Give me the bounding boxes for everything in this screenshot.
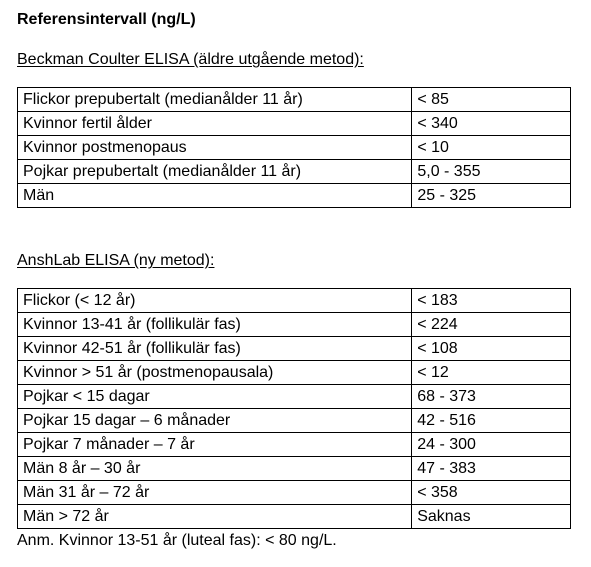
table-cell-value: 42 - 516 <box>412 409 571 433</box>
table-cell-value: < 108 <box>412 337 571 361</box>
table-cell-value: < 224 <box>412 313 571 337</box>
table-cell-value: < 340 <box>412 112 571 136</box>
table-cell-group: Pojkar prepubertalt (medianålder 11 år) <box>18 160 412 184</box>
table-cell-value: 5,0 - 355 <box>412 160 571 184</box>
table-row <box>18 433 571 457</box>
section-heading-anshlab: AnshLab ELISA (ny metod): <box>17 252 215 269</box>
table-cell-value: < 12 <box>412 361 571 385</box>
table-cell-group: Pojkar 7 månader – 7 år <box>18 433 412 457</box>
table-cell-value: < 358 <box>412 481 571 505</box>
table-row <box>18 112 571 136</box>
table-row <box>18 361 571 385</box>
table-row <box>18 289 571 313</box>
footnote: Anm. Kvinnor 13-51 år (luteal fas): < 80 ng/L. <box>17 532 337 549</box>
table-cell-group: Kvinnor postmenopaus <box>18 136 412 160</box>
table-cell-value: < 85 <box>412 88 571 112</box>
table-cell-group: Män 8 år – 30 år <box>18 457 412 481</box>
section-heading-beckman: Beckman Coulter ELISA (äldre utgående metod): <box>17 51 364 68</box>
table-row <box>18 136 571 160</box>
table-cell-group: Pojkar 15 dagar – 6 månader <box>18 409 412 433</box>
table-row <box>18 385 571 409</box>
table-row <box>18 409 571 433</box>
page-title: Referensintervall (ng/L) <box>17 11 196 28</box>
table-cell-value: 25 - 325 <box>412 184 571 208</box>
table-cell-group: Kvinnor 42-51 år (follikulär fas) <box>18 337 412 361</box>
table-cell-group: Män 31 år – 72 år <box>18 481 412 505</box>
reference-table-beckman <box>17 87 571 208</box>
table-row <box>18 337 571 361</box>
table-cell-group: Kvinnor fertil ålder <box>18 112 412 136</box>
table-row <box>18 160 571 184</box>
table-cell-group: Flickor (< 12 år) <box>18 289 412 313</box>
table-row <box>18 88 571 112</box>
table-cell-group: Kvinnor > 51 år (postmenopausala) <box>18 361 412 385</box>
table-row <box>18 184 571 208</box>
table-cell-value: 24 - 300 <box>412 433 571 457</box>
table-cell-group: Flickor prepubertalt (medianålder 11 år) <box>18 88 412 112</box>
table-cell-group: Pojkar < 15 dagar <box>18 385 412 409</box>
table-cell-value: 68 - 373 <box>412 385 571 409</box>
table-cell-value: 47 - 383 <box>412 457 571 481</box>
reference-table-anshlab <box>17 288 571 529</box>
table-cell-value: < 10 <box>412 136 571 160</box>
table-cell-group: Män <box>18 184 412 208</box>
table-row <box>18 313 571 337</box>
table-cell-group: Män > 72 år <box>18 505 412 529</box>
table-row <box>18 505 571 529</box>
table-row <box>18 457 571 481</box>
table-cell-value: < 183 <box>412 289 571 313</box>
table-cell-group: Kvinnor 13-41 år (follikulär fas) <box>18 313 412 337</box>
table-row <box>18 481 571 505</box>
table-cell-value: Saknas <box>412 505 571 529</box>
